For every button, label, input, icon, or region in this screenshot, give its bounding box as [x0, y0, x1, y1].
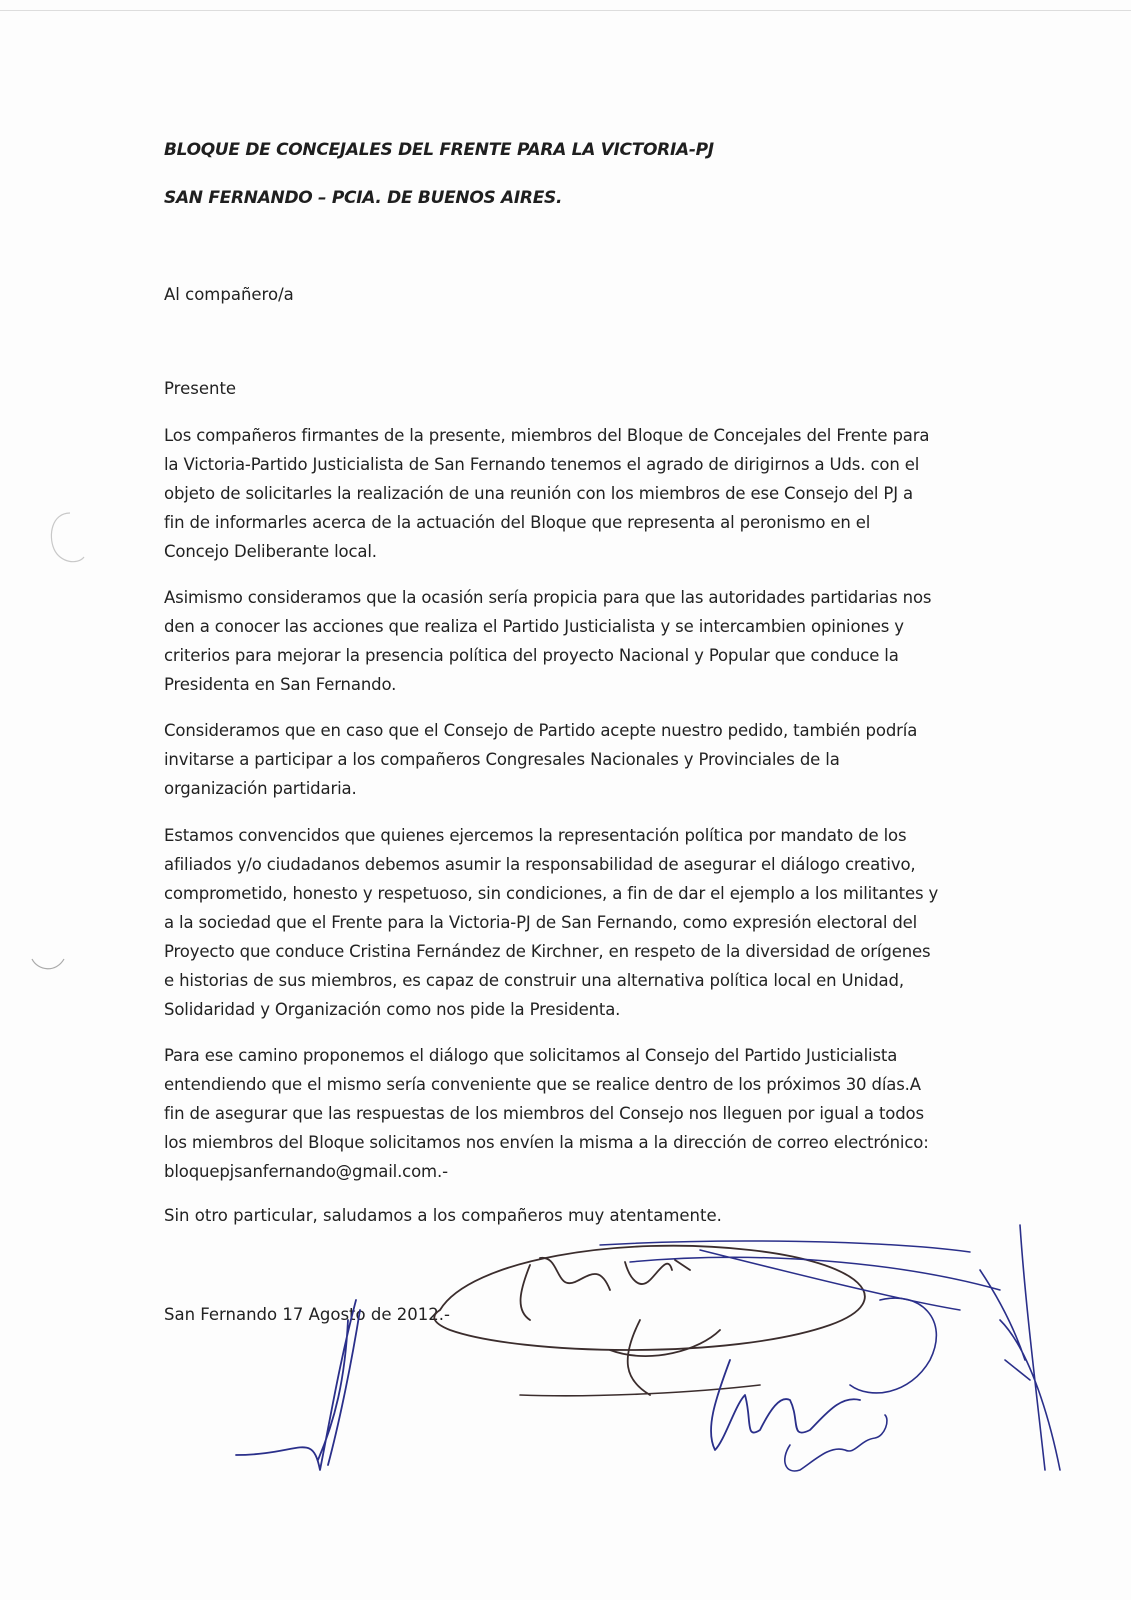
signature-stroke: [850, 1298, 936, 1393]
closing-line: Sin otro particular, saludamos a los compañeros muy atentamente.: [164, 1206, 722, 1225]
paragraph-request: [164, 421, 964, 566]
text-line: los miembros del Bloque solicitamos nos envíen la misma a la dirección de correo electrónico:: [164, 1133, 929, 1152]
text-line: fin de informarles acerca de la actuación del Bloque que representa al peronismo en el: [164, 513, 871, 532]
signature-stroke: [600, 1241, 1000, 1310]
email-address: bloquepjsanfernando@gmail.com.-: [164, 1162, 448, 1181]
text-line: Presidenta en San Fernando.: [164, 675, 397, 694]
punch-hole-mark: [40, 505, 90, 575]
text-line: organización partidaria.: [164, 779, 357, 798]
signature-stroke: [711, 1360, 860, 1450]
text-line: Estamos convencidos que quienes ejercemos la representación política por mandato de los: [164, 826, 907, 845]
greeting: Presente: [164, 379, 237, 398]
text-line: Consideramos que en caso que el Consejo de Partido acepte nuestro pedido, también podría: [164, 721, 918, 740]
paragraph-invitation: [164, 716, 964, 803]
text-line: Los compañeros firmantes de la presente, miembros del Bloque de Concejales del Frente para: [164, 426, 930, 445]
text-line: e historias de sus miembros, es capaz de construir una alternativa política local en Unidad,: [164, 971, 904, 990]
text-line: Para ese camino proponemos el diálogo que solicitamos al Consejo del Partido Justicialista: [164, 1046, 898, 1065]
text-line: afiliados y/o ciudadanos debemos asumir la responsabilidad de asegurar el diálogo creativo,: [164, 855, 916, 874]
paragraph-occasion: [164, 583, 964, 699]
text-line: Asimismo consideramos que la ocasión sería propicia para que las autoridades partidarias nos: [164, 588, 932, 607]
place-date: San Fernando 17 Agosto de 2012.-: [164, 1305, 450, 1324]
paragraph-proposal: [164, 1041, 964, 1186]
signature-stroke: [521, 1258, 720, 1395]
text-line: Solidaridad y Organización como nos pide la Presidenta.: [164, 1000, 621, 1019]
paragraph-conviction: [164, 821, 964, 1024]
letterhead-title: BLOQUE DE CONCEJALES DEL FRENTE PARA LA VICTORIA-PJ: [164, 140, 714, 160]
signature-stroke: [785, 1415, 887, 1471]
addressee: Al compañero/a: [164, 285, 294, 304]
signature-stroke: [980, 1225, 1060, 1470]
text-line: den a conocer las acciones que realiza el Partido Justicialista y se intercambien opiniones y: [164, 617, 904, 636]
signature-stroke: [236, 1300, 360, 1470]
text-line: la Victoria-Partido Justicialista de San Fernando tenemos el agrado de dirigirnos a Uds. con el: [164, 455, 920, 474]
text-line: entendiendo que el mismo sería conveniente que se realice dentro de los próximos 30 días.A: [164, 1075, 921, 1094]
punch-hole-mark: [28, 935, 78, 985]
signature-stroke: [520, 1385, 760, 1396]
signature-oval: [434, 1246, 865, 1350]
text-line: comprometido, honesto y respetuoso, sin condiciones, a fin de dar el ejemplo a los militantes y: [164, 884, 939, 903]
letterhead-place: SAN FERNANDO – PCIA. DE BUENOS AIRES.: [164, 188, 563, 208]
text-line: criterios para mejorar la presencia política del proyecto Nacional y Popular que conduce la: [164, 646, 899, 665]
text-line: invitarse a participar a los compañeros Congresales Nacionales y Provinciales de la: [164, 750, 840, 769]
text-line: a la sociedad que el Frente para la Victoria-PJ de San Fernando, como expresión electoral del: [164, 913, 918, 932]
page-edge: [0, 0, 1131, 11]
text-line: Concejo Deliberante local.: [164, 542, 377, 561]
text-line: Proyecto que conduce Cristina Fernández de Kirchner, en respeto de la diversidad de orígenes: [164, 942, 931, 961]
text-line: fin de asegurar que las respuestas de los miembros del Consejo nos lleguen por igual a todos: [164, 1104, 924, 1123]
text-line: objeto de solicitarles la realización de una reunión con los miembros de ese Consejo del PJ a: [164, 484, 914, 503]
